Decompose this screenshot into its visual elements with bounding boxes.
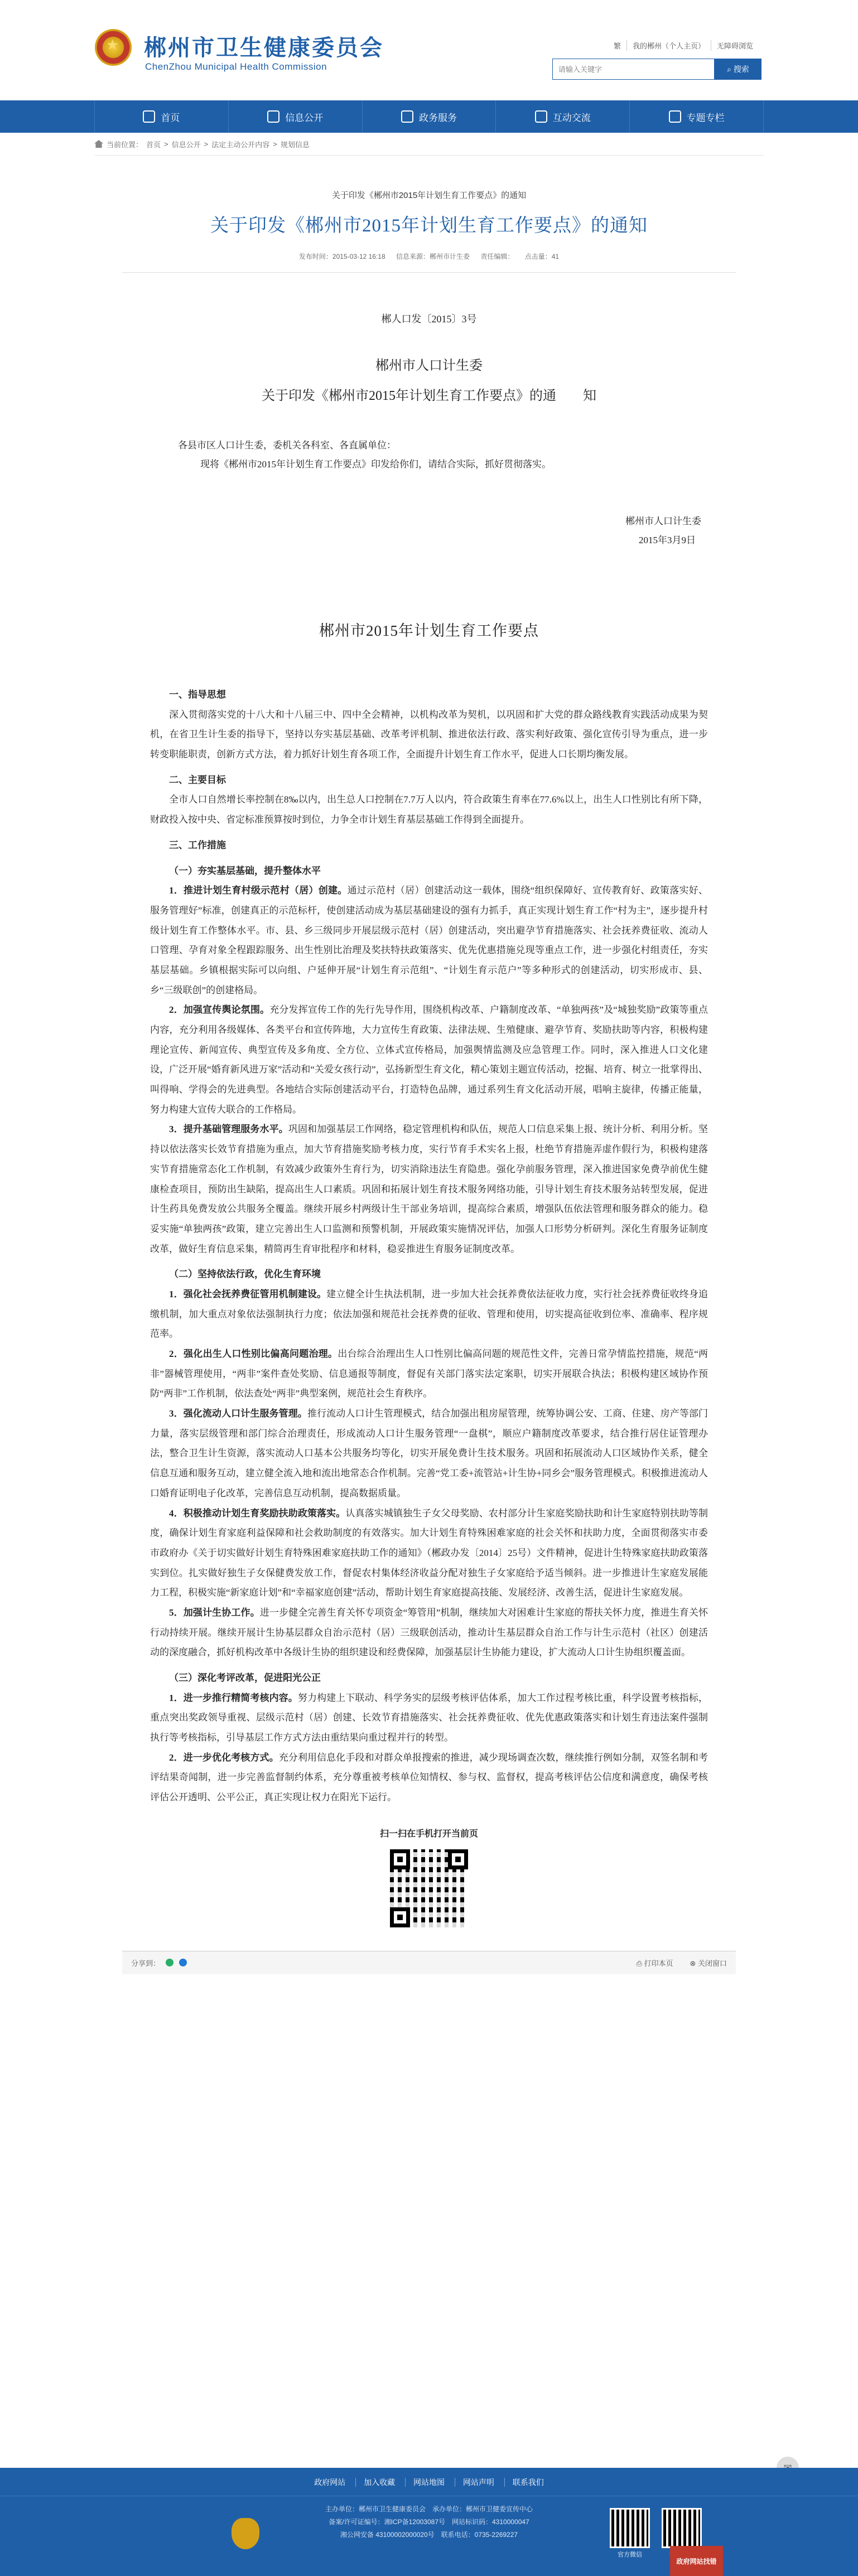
item-text: 进一步健全完善生育关怀专项资金“筹管用”机制，继续加大对困难计生家庭的帮扶关怀力度，推进生育关怀行动持续开展。继续开展计生协基层群众自治示范村（居）三级联创活动，推动计生基层群众自治工作与计生示范村（社区）创建活动的深度融合，抓好机构改革中各级计生协的组织建设和经费保障，加强基层计生协能力建设，扩大流动人口计生协组织覆盖面。 (150, 1607, 708, 1658)
my-chenzhou-link[interactable]: 我的郴州（个人主页） (626, 40, 711, 51)
breadcrumb-sep: > (164, 139, 168, 148)
nav-item-info[interactable] (229, 100, 363, 133)
chat-icon (535, 110, 547, 123)
footer-info (0, 2503, 858, 2541)
document-number: 郴人口发〔2015〕3号 (381, 313, 477, 325)
notice-signature: 郴州市人口计生委 (625, 516, 701, 526)
section-heading: 三、工作措施 (169, 839, 226, 850)
nav-item-interaction[interactable] (496, 100, 630, 133)
close-window-button[interactable]: ⊗ 关闭窗口 (690, 1959, 727, 1968)
site-title[interactable]: 郴州市卫生健康委员会 (144, 35, 384, 61)
sub-heading: （三）深化考评改革，促进阳光公正 (169, 1673, 321, 1683)
party-gov-badge-icon[interactable] (232, 2518, 259, 2549)
paragraph (150, 1284, 708, 1344)
search-icon: ⌕ (727, 64, 731, 74)
view-count: 点击量：41 (524, 253, 560, 260)
breadcrumb-sep: > (273, 139, 277, 148)
item-text: 出台综合治理出生人口性别比偏高问题的规范性文件，完善日常孕情监控措施，规范“两非”器械管理使用，“两非”案件查处奖励、信息通报等制度，督促有关部门落实法定案职，切实开展联合执法；积极构建区域协作预防“两非”工作机制，依法查处“两非”典型案例，规范社会生育秩序。 (150, 1349, 708, 1399)
qr-finder (448, 1849, 468, 1869)
item-lead: 2．加强宣传舆论氛围。 (169, 1004, 270, 1016)
notice-body (122, 309, 736, 646)
qr-label: 扫一扫在手机打开当前页 (379, 1829, 478, 1839)
search-box (552, 59, 715, 80)
document-icon (267, 110, 279, 123)
nav-item-topics[interactable] (630, 100, 764, 133)
notice-salutation: 各县市区人口计生委，委机关各科室、各直属单位： (178, 440, 396, 451)
page-qr-code (390, 1849, 468, 1927)
nav-item-home[interactable] (94, 100, 229, 133)
section-heading: 二、主要目标 (169, 774, 226, 785)
qr-section (0, 1826, 858, 1927)
site-subtitle: ChenZhou Municipal Health Commission (145, 61, 327, 72)
paragraph (150, 1603, 708, 1662)
item-lead: 1．推进计划生育村级示范村（居）创建。 (169, 885, 348, 896)
location-icon (94, 140, 103, 148)
breadcrumb-sep: > (204, 139, 209, 148)
paragraph (150, 1688, 708, 1748)
footer-sponsor: 主办单位：郴州市卫生健康委员会 承办单位：郴州市卫健委宣传中心 (325, 2505, 533, 2513)
footer-link[interactable]: 加入收藏 (355, 2478, 403, 2487)
nav-label: 专题专栏 (686, 112, 725, 123)
notice-paragraph: 现将《郴州市2015年计划生育工作要点》印发给你们，请结合实际，抓好贯彻落实。 (200, 459, 551, 470)
sub-heading: （二）坚持依法行政，优化生育环境 (169, 1269, 321, 1280)
item-lead: 3．提升基础管理服务水平。 (169, 1124, 288, 1135)
footer-links (0, 2468, 858, 2488)
accessibility-link[interactable]: 无障碍浏览 (711, 40, 759, 51)
breadcrumb-info[interactable]: 信息公开 (171, 140, 201, 149)
gov-badge-label: 政府网站找错 (676, 2557, 717, 2565)
paragraph (150, 881, 708, 1000)
footer-link[interactable]: 联系我们 (504, 2478, 552, 2487)
close-label: 关闭窗口 (697, 1959, 727, 1968)
notice-heading: 关于印发《郴州市2015年计划生育工作要点》的通 知 (262, 389, 596, 403)
traditional-chinese-link[interactable]: 繁 (613, 42, 621, 50)
paragraph (150, 1748, 708, 1807)
item-lead: 3．强化流动人口计生服务管理。 (169, 1408, 307, 1419)
footer-link[interactable]: 政府网站 (314, 2478, 346, 2487)
breadcrumb-planning[interactable]: 规划信息 (280, 140, 310, 149)
nav-item-services[interactable] (363, 100, 497, 133)
share-bar (122, 1951, 736, 1974)
article-meta (122, 252, 736, 273)
nav-label: 互动交流 (552, 112, 591, 123)
top-links (608, 40, 759, 51)
section-heading: 一、指导思想 (169, 689, 226, 700)
item-lead: 1．强化社会抚养费征管用机制建设。 (169, 1288, 327, 1299)
search-input[interactable] (553, 59, 709, 79)
item-text: 充分利用信息化手段和对群众单报搜索的推进，减少现场调查次数，继续推行例如分制，双签名制和考评结果奇闻制，进一步完善监督制约体系，充分尊重被考核单位知情权、参与权、监督权，提高考核评估公信度和满意度，确保考核评估公开透明、公平公正，真正实现让权力在阳光下运行。 (150, 1752, 708, 1803)
paragraph (150, 1504, 708, 1603)
paragraph (150, 1404, 708, 1503)
item-text: 努力构建上下联动、科学务实的层级考核评估体系，加大工作过程考核比重，科学设置考核指标，重点突出奖政领导重视、层级示范村（居）创建、长效节育措施落实、社会抚养费征收、优先优惠政策落实和计划生育违法案件强制执行等考核指标，引导基层工作方式方法由重结果向重过程并行的转型。 (150, 1692, 708, 1743)
sub-heading: （一）夯实基层基础，提升整体水平 (169, 865, 321, 876)
gov-error-report-badge[interactable] (670, 2546, 723, 2576)
article-header (94, 155, 764, 273)
item-text: 巩固和加强基层工作网络，稳定管理机构和队伍，规范人口信息采集上报、统计分析、利用分析。坚持以依法落实长效节育措施为重点，加大节育措施奖励考核力度，实行节育手术实名上报，杜绝节育措施弄虚作假行为，积极构建落实节育措施常态化工作机制，有效减少政策外生育行为，切实消除违法生育隐患。强化孕前服务管理，深入推进国家免费孕前优生健康检查项目，预防出生缺陷，提高出生人口素质。巩固和拓展计划生育技术服务网络功能，引导计划生育技术服务站转型发展，促进计生药具免费发放公共服务全覆盖。继续开展乡村两级计生干部业务培训，提高综合素质，增强队伍依法管理和服务群众的能力。稳妥实施“单独两孩”政策，建立完善出生人口监测和预警机制，开展政策实施情况评估，加强人口形势分析研判。深化生育服务证制度改革，做好生育信息采集，精简再生育审批程序和材料，稳妥推进生育服务证制度改革。 (150, 1124, 708, 1254)
print-button[interactable]: ⎙ 打印本页 (636, 1959, 673, 1968)
article-title: 关于印发《郴州市2015年计划生育工作要点》的通知 (210, 216, 648, 236)
footer-link[interactable]: 网站声明 (455, 2478, 502, 2487)
paragraph: 深入贯彻落实党的十八大和十八届三中、四中全会精神，以机构改革为契机，以巩固和扩大党的群众路线教育实践活动成果为契机，在省卫生计生委的指导下，坚持以夯实基层基础、改革考评机制、推进依法行政、落实利好政策、强化宣传引导为重点，进一步转变职能职责，创新方式方法，着力抓好计划生育各项工作，全面提升计划生育工作水平，促进人口长期均衡发展。 (150, 709, 708, 760)
qzone-share-icon[interactable] (179, 1959, 187, 1966)
nav-label: 政务服务 (418, 112, 457, 123)
main-nav (0, 100, 858, 133)
notice-issuer: 郴州市人口计生委 (375, 359, 483, 373)
item-lead: 4．积极推动计划生育奖励扶助政策落实。 (169, 1507, 346, 1519)
weibo-qr-code (662, 2508, 702, 2548)
services-icon (401, 110, 413, 123)
paragraph: 全市人口自然增长率控制在8‰以内，出生总人口控制在7.7万人以内，符合政策生育率在77.6%以上，出生人口性别比有所下降，财政投入按中央、省定标准预算按时到位，力争全市计划生育基层基础工作得到全面提升。 (150, 794, 708, 825)
item-lead: 5．加强计生协工作。 (169, 1607, 260, 1618)
wechat-qr-label: 官方微信 (618, 2551, 642, 2558)
item-text: 推行流动人口计生管理模式，结合加强出租房屋管理，统筹协调公安、工商、住建、房产等部门力量，落实层级管理和部门综合治理责任，形成流动人口计生服务管理“一盘棋”，顺应户籍制度改革要求，结合推行居住证管理办法，整合卫生计生资源，落实流动人口基本公共服务均等化，切实开展免费计生技术服务。巩固和拓展流动人口区域协作关系，健全信息互通和服务互动，建立健全流入地和流出地常态合作机制。完善“党工委+流管站+计生协+同乡会”服务管理模式。积极推进流动人口婚育证明电子化改革，完善信息互动机制，提高数据质量。 (150, 1408, 708, 1499)
site-header (0, 0, 858, 100)
nav-label: 首页 (161, 112, 180, 123)
item-text: 认真落实城镇独生子女父母奖励、农村部分计生家庭奖励扶助和计生家庭特别扶助等制度，确保计划生育家庭利益保障和社会救助制度的有效落实。加大计划生育特殊困难家庭的社会关怀和扶助力度，全面贯彻落实市委市政府办《关于切实做好计划生育特殊困难家庭扶助工作的通知》（郴政办发〔2014〕25号）文件精神，促进计生特殊家庭扶助政策落实到位。扎实做好独生子女保健费发放工作，督促农村集体经济收益分配对独生子女家庭给予适当倾斜。进一步推进计生家庭发展能力工程，积极实施“新家庭计划”和“幸福家庭创建”活动，帮助计划生育家庭提高技能、发展经济、改善生活，促进计生家庭发展。 (150, 1507, 708, 1598)
search-button[interactable] (715, 59, 761, 80)
publish-time: 发布时间：2015-03-12 16:18 (298, 253, 385, 260)
print-label: 打印本页 (644, 1959, 673, 1968)
search-button-label: 搜索 (733, 65, 749, 74)
notice-date: 2015年3月9日 (639, 535, 696, 545)
item-text: 建立健全计生执法机制，进一步加大社会抚养费依法征收力度，实行社会抚养费征收终身追缴机制，加大重点对象依法强制执行力度；依法加强和规范社会抚养费的征收、管理和使用，切实提高征收到位率、准确率、程序规范率。 (150, 1288, 708, 1340)
paragraph (150, 1000, 708, 1119)
wechat-qr-code (610, 2508, 650, 2548)
footer-link[interactable]: 网站地图 (405, 2478, 452, 2487)
item-lead: 2．强化出生人口性别比偏高问题治理。 (169, 1349, 338, 1359)
plan-content (150, 685, 708, 1807)
breadcrumb-label: 当前位置： (107, 140, 143, 149)
article-pre-title: 关于印发《郴州市2015年计划生育工作要点》的通知 (331, 191, 527, 200)
item-lead: 2．进一步优化考核方式。 (169, 1752, 279, 1763)
breadcrumb-home[interactable]: 首页 (146, 140, 161, 149)
nav-label: 信息公开 (285, 112, 324, 123)
qr-finder (390, 1907, 410, 1927)
plan-title: 郴州市2015年计划生育工作要点 (319, 622, 539, 639)
wechat-share-icon[interactable] (166, 1959, 173, 1966)
paragraph (150, 1344, 708, 1404)
footer-security: 湘公网安备 43100002000020号 联系电话：0735-2269227 (340, 2530, 518, 2539)
topics-icon (669, 110, 681, 123)
editor: 责任编辑： (480, 253, 514, 260)
footer-icp: 备案/许可证编号：湘ICP备12003087号 网站标识码：4310000047 (329, 2517, 529, 2526)
item-lead: 1．进一步推行精简考核内容。 (169, 1692, 298, 1703)
item-text: 充分发挥宣传工作的先行先导作用，围绕机构改革、户籍制度改革、“单独两孩”及“城独奖励”政策等重点内容，充分利用各级媒体、各类平台和宣传阵地，大力宣传生育政策、法律法规、生殖健康、避孕节育、奖励扶助等内容，积极构建理论宣传、新闻宣传、典型宣传及多角度、全方位、立体式宣传格局，加强舆情监测及应急管理工作。同时，深入推进人口文化建设，广泛开展“婚育新风进万家”活动和“关爱女孩行动”，弘扬新型生育文化，精心策划主题宣传活动，挖掘、培育、树立一批掌得出、叫得响、学得会的先进典型。各地结合实际创建活动平台，打造特色品牌，通过系列生育文化活动开展，唱响主旋律，传播正能量，努力构建大宣传大联合的工作格局。 (150, 1004, 708, 1115)
breadcrumb-public[interactable]: 法定主动公开内容 (211, 140, 270, 149)
breadcrumb (94, 133, 764, 155)
info-source: 信息来源：郴州市计生委 (396, 253, 470, 260)
share-label: 分享到： (131, 1959, 161, 1968)
qr-finder (390, 1849, 410, 1869)
site-footer (0, 2468, 858, 2576)
home-icon (143, 110, 155, 123)
paragraph (150, 1119, 708, 1259)
item-text: 通过示范村（居）创建活动这一载体，围绕“组织保障好、宣传教育好、政策落实好、服务管理好”标准，创建真正的示范标杆，使创建活动成为基层基础建设的强有力抓手，真正实现计划生育工作“村为主”，逐步提升村级计划生育工作整体水平。市、县、乡三级同步开展层级示范村（居）创建活动，突出避孕节育措施落实、社会抚养费征收、流动人口管理、孕育对象全程跟踪服务、出生性别比治理及奖扶特扶政策落实、优先优惠措施兑现等重点工作，进一步强化村组责任，夯实基层基础。乡镇根据实际可以向组、户延伸开展“计划生育示范组”、“计划生育示范户”等多种形式的创建活动，切实形成市、县、乡“三级联创”的创建格局。 (150, 885, 708, 995)
national-emblem-logo[interactable]: ★ (95, 29, 132, 66)
